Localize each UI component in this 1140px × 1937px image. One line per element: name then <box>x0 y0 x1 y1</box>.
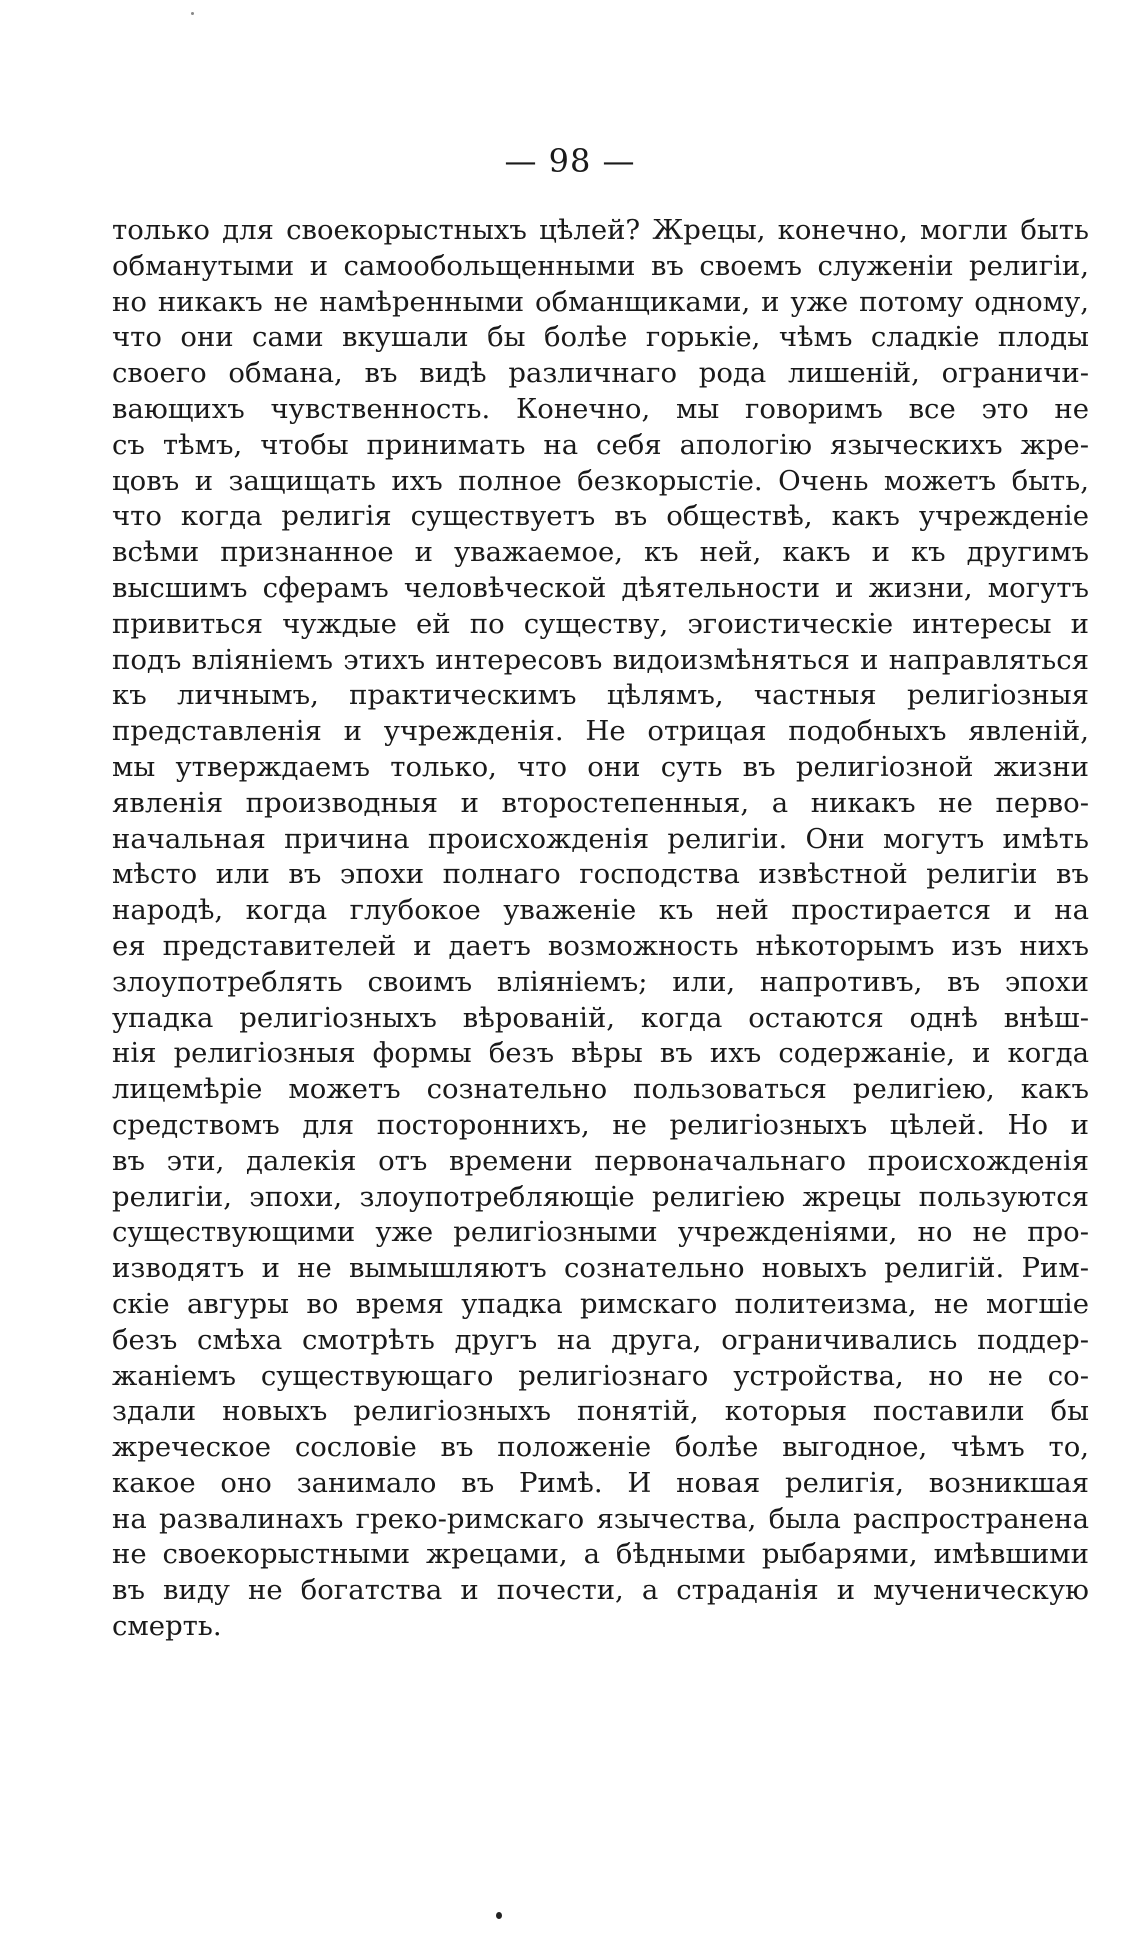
page-number: — 98 — <box>504 142 636 180</box>
text-line: привиться чуждые ей по существу, эгоистическiе интересы и <box>112 607 1089 640</box>
text-line: въ эти, далекiя отъ времени первоначальнаго происхожденiя <box>112 1144 1089 1177</box>
text-line: подъ влiянiемъ этихъ интересовъ видоизмѣняться и направляться <box>112 643 1089 676</box>
text-line: но никакъ не намѣренными обманщиками, и уже потому одному, <box>112 285 1089 318</box>
text-line: только для своекорыстныхъ цѣлей? Жрецы, конечно, могли быть <box>112 214 1089 246</box>
text-line: съ тѣмъ, чтобы принимать на себя апологiю языческихъ жре- <box>112 428 1089 461</box>
text-line: какое оно занимало въ Римѣ. И новая религiя, возникшая <box>112 1466 1089 1499</box>
text-line: представленiя и учрежденiя. Не отрицая подобныхъ явленiй, <box>112 715 1089 748</box>
text-line: явленiя производныя и второстепенныя, а никакъ не перво- <box>112 786 1089 819</box>
text-line: жанiемъ существующаго религiознаго устройства, но не со- <box>112 1359 1089 1392</box>
text-line: нiя религiозныя формы безъ вѣры въ ихъ содержанiе, и когда <box>112 1037 1089 1070</box>
text-line: изводятъ и не вымышляютъ сознательно новыхъ религiй. Рим- <box>112 1252 1089 1285</box>
text-line: на развалинахъ греко-римскаго язычества, была распространена <box>112 1502 1089 1535</box>
text-line: лицемѣрiе можетъ сознательно пользоваться религiею, какъ <box>112 1073 1089 1106</box>
text-line: безъ смѣха смотрѣть другъ на друга, ограничивались поддер- <box>112 1323 1089 1356</box>
text-line: цовъ и защищать ихъ полное безкорыстiе. Очень можетъ быть, <box>112 464 1089 497</box>
text-line: религiи, эпохи, злоупотребляющiе религiею жрецы пользуются <box>112 1180 1089 1213</box>
text-line: скiе авгуры во время упадка римскаго политеизма, не могшiе <box>112 1287 1089 1320</box>
text-line: своего обмана, въ видѣ различнаго рода лишенiй, ограничи- <box>112 357 1089 390</box>
text-line: существующими уже религiозными учрежденiями, но не про- <box>112 1216 1089 1249</box>
text-line: въ виду не богатства и почести, а страданiя и мученическую <box>112 1574 1089 1607</box>
text-line: что когда религiя существуетъ въ обществѣ, какъ учрежденiе <box>112 500 1089 533</box>
text-line: мѣсто или въ эпохи полнаго господства извѣстной религiи въ <box>112 858 1089 891</box>
text-line: мы утверждаемъ только, что они суть въ религiозной жизни <box>112 750 1089 783</box>
text-line: злоупотреблять своимъ влiянiемъ; или, напротивъ, въ эпохи <box>112 965 1089 998</box>
text-line: средствомъ для постороннихъ, не религiозныхъ цѣлей. Но и <box>112 1108 1089 1141</box>
text-line: ея представителей и даетъ возможность нѣкоторымъ изъ нихъ <box>112 929 1089 962</box>
text-line: упадка религiозныхъ вѣрованiй, когда остаются однѣ внѣш- <box>112 1001 1089 1034</box>
text-line: не своекорыстными жрецами, а бѣдными рыбарями, имѣвшими <box>112 1538 1089 1571</box>
text-line: къ личнымъ, практическимъ цѣлямъ, частныя религiозныя <box>112 679 1089 712</box>
text-line: смерть. <box>112 1610 222 1643</box>
speck-top <box>191 12 194 15</box>
text-line: жреческое сословiе въ положенiе болѣе выгодное, чѣмъ то, <box>112 1431 1089 1464</box>
speck-bottom <box>496 1912 502 1919</box>
text-line: здали новыхъ религiозныхъ понятiй, которыя поставили бы <box>112 1395 1089 1428</box>
text-line: начальная причина происхожденiя религiи. Они могутъ имѣть <box>112 822 1089 855</box>
text-line: народѣ, когда глубокое уваженiе къ ней простирается и на <box>112 894 1089 927</box>
text-line: высшимъ сферамъ человѣческой дѣятельности и жизни, могутъ <box>112 571 1089 604</box>
text-line: вающихъ чувственность. Конечно, мы говоримъ все это не <box>112 392 1089 425</box>
body-text <box>112 213 1089 1645</box>
text-line: обманутыми и самообольщенными въ своемъ служенiи религiи, <box>112 249 1089 282</box>
text-line: что они сами вкушали бы болѣе горькiе, чѣмъ сладкiе плоды <box>112 321 1089 354</box>
text-line: всѣми признанное и уважаемое, къ ней, какъ и къ другимъ <box>112 536 1089 569</box>
